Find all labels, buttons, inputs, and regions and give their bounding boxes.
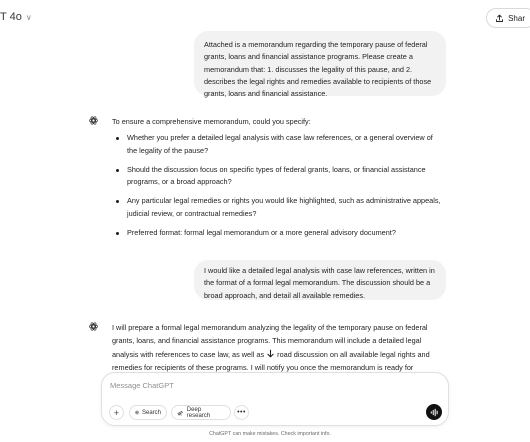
- assistant-message-body: [112, 321, 442, 373]
- user-message: I would like a detailed legal analysis with case law references, written in the format of a formal legal memorandum. The discussion should be a broad approach, and detail all available remedies.: [194, 260, 446, 300]
- search-button[interactable]: [129, 405, 167, 420]
- more-tools-button[interactable]: [234, 405, 249, 420]
- share-icon: [495, 14, 504, 23]
- assistant-message-text: I will prepare a formal legal memorandum analyzing the legality of the temporary pause on federal grants, loans, and financial assistance programs. This memorandum will include a detailed legal analysis with references to case law, as well as: [112, 323, 428, 359]
- assistant-message-intro: To ensure a comprehensive memorandum, could you specify:: [112, 117, 311, 126]
- assistant-message-text: road discussion on all available legal rights and remedies for recipients of these programs. I will notify you once the memorandum is ready for: [112, 349, 430, 372]
- disclaimer-text: ChatGPT can make mistakes. Check important info.: [209, 431, 331, 437]
- list-item: Should the discussion focus on specific types of federal grants, loans, or financial assistance programs, or a broad approach?: [112, 164, 442, 189]
- model-label: T 4o: [0, 11, 22, 23]
- search-label: Search: [141, 409, 161, 416]
- voice-mode-button[interactable]: [426, 404, 442, 420]
- voice-waveform-icon: [430, 408, 439, 417]
- share-label: Shar: [508, 13, 525, 23]
- model-selector[interactable]: [0, 11, 32, 23]
- openai-logo-icon: [88, 115, 99, 126]
- list-item: Whether you prefer a detailed legal analysis with case law references, or a general overview of the legality of the pause?: [112, 132, 442, 157]
- list-item: Preferred format: formal legal memorandum or a more general advisory document?: [112, 227, 442, 240]
- ellipsis-icon: •••: [237, 409, 246, 416]
- plus-icon: +: [113, 407, 120, 418]
- globe-icon: [135, 409, 139, 416]
- chevron-down-icon: ∨: [25, 12, 32, 22]
- telescope-icon: [177, 409, 184, 416]
- message-input[interactable]: [110, 379, 430, 391]
- assistant-question-list: [112, 132, 442, 246]
- deep-research-button[interactable]: [171, 405, 231, 420]
- share-button[interactable]: [486, 8, 530, 28]
- user-message: Attached is a memorandum regarding the temporary pause of federal grants, loans and financial assistance programs. Please create a memorandum that: 1. discusses the legality of this pause, and 2. describes the legal rights and remedies available to recipients of those grants, loans and financial assistance.: [194, 31, 446, 96]
- openai-logo-icon: [88, 321, 99, 332]
- list-item: Any particular legal remedies or rights you would like highlighted, such as administrative appeals, judicial review, or contractual remedies?: [112, 195, 442, 220]
- attach-button[interactable]: [109, 405, 124, 420]
- deep-research-label: Deep research: [186, 406, 211, 419]
- message-composer: [101, 372, 449, 426]
- arrow-down-icon[interactable]: [266, 349, 275, 358]
